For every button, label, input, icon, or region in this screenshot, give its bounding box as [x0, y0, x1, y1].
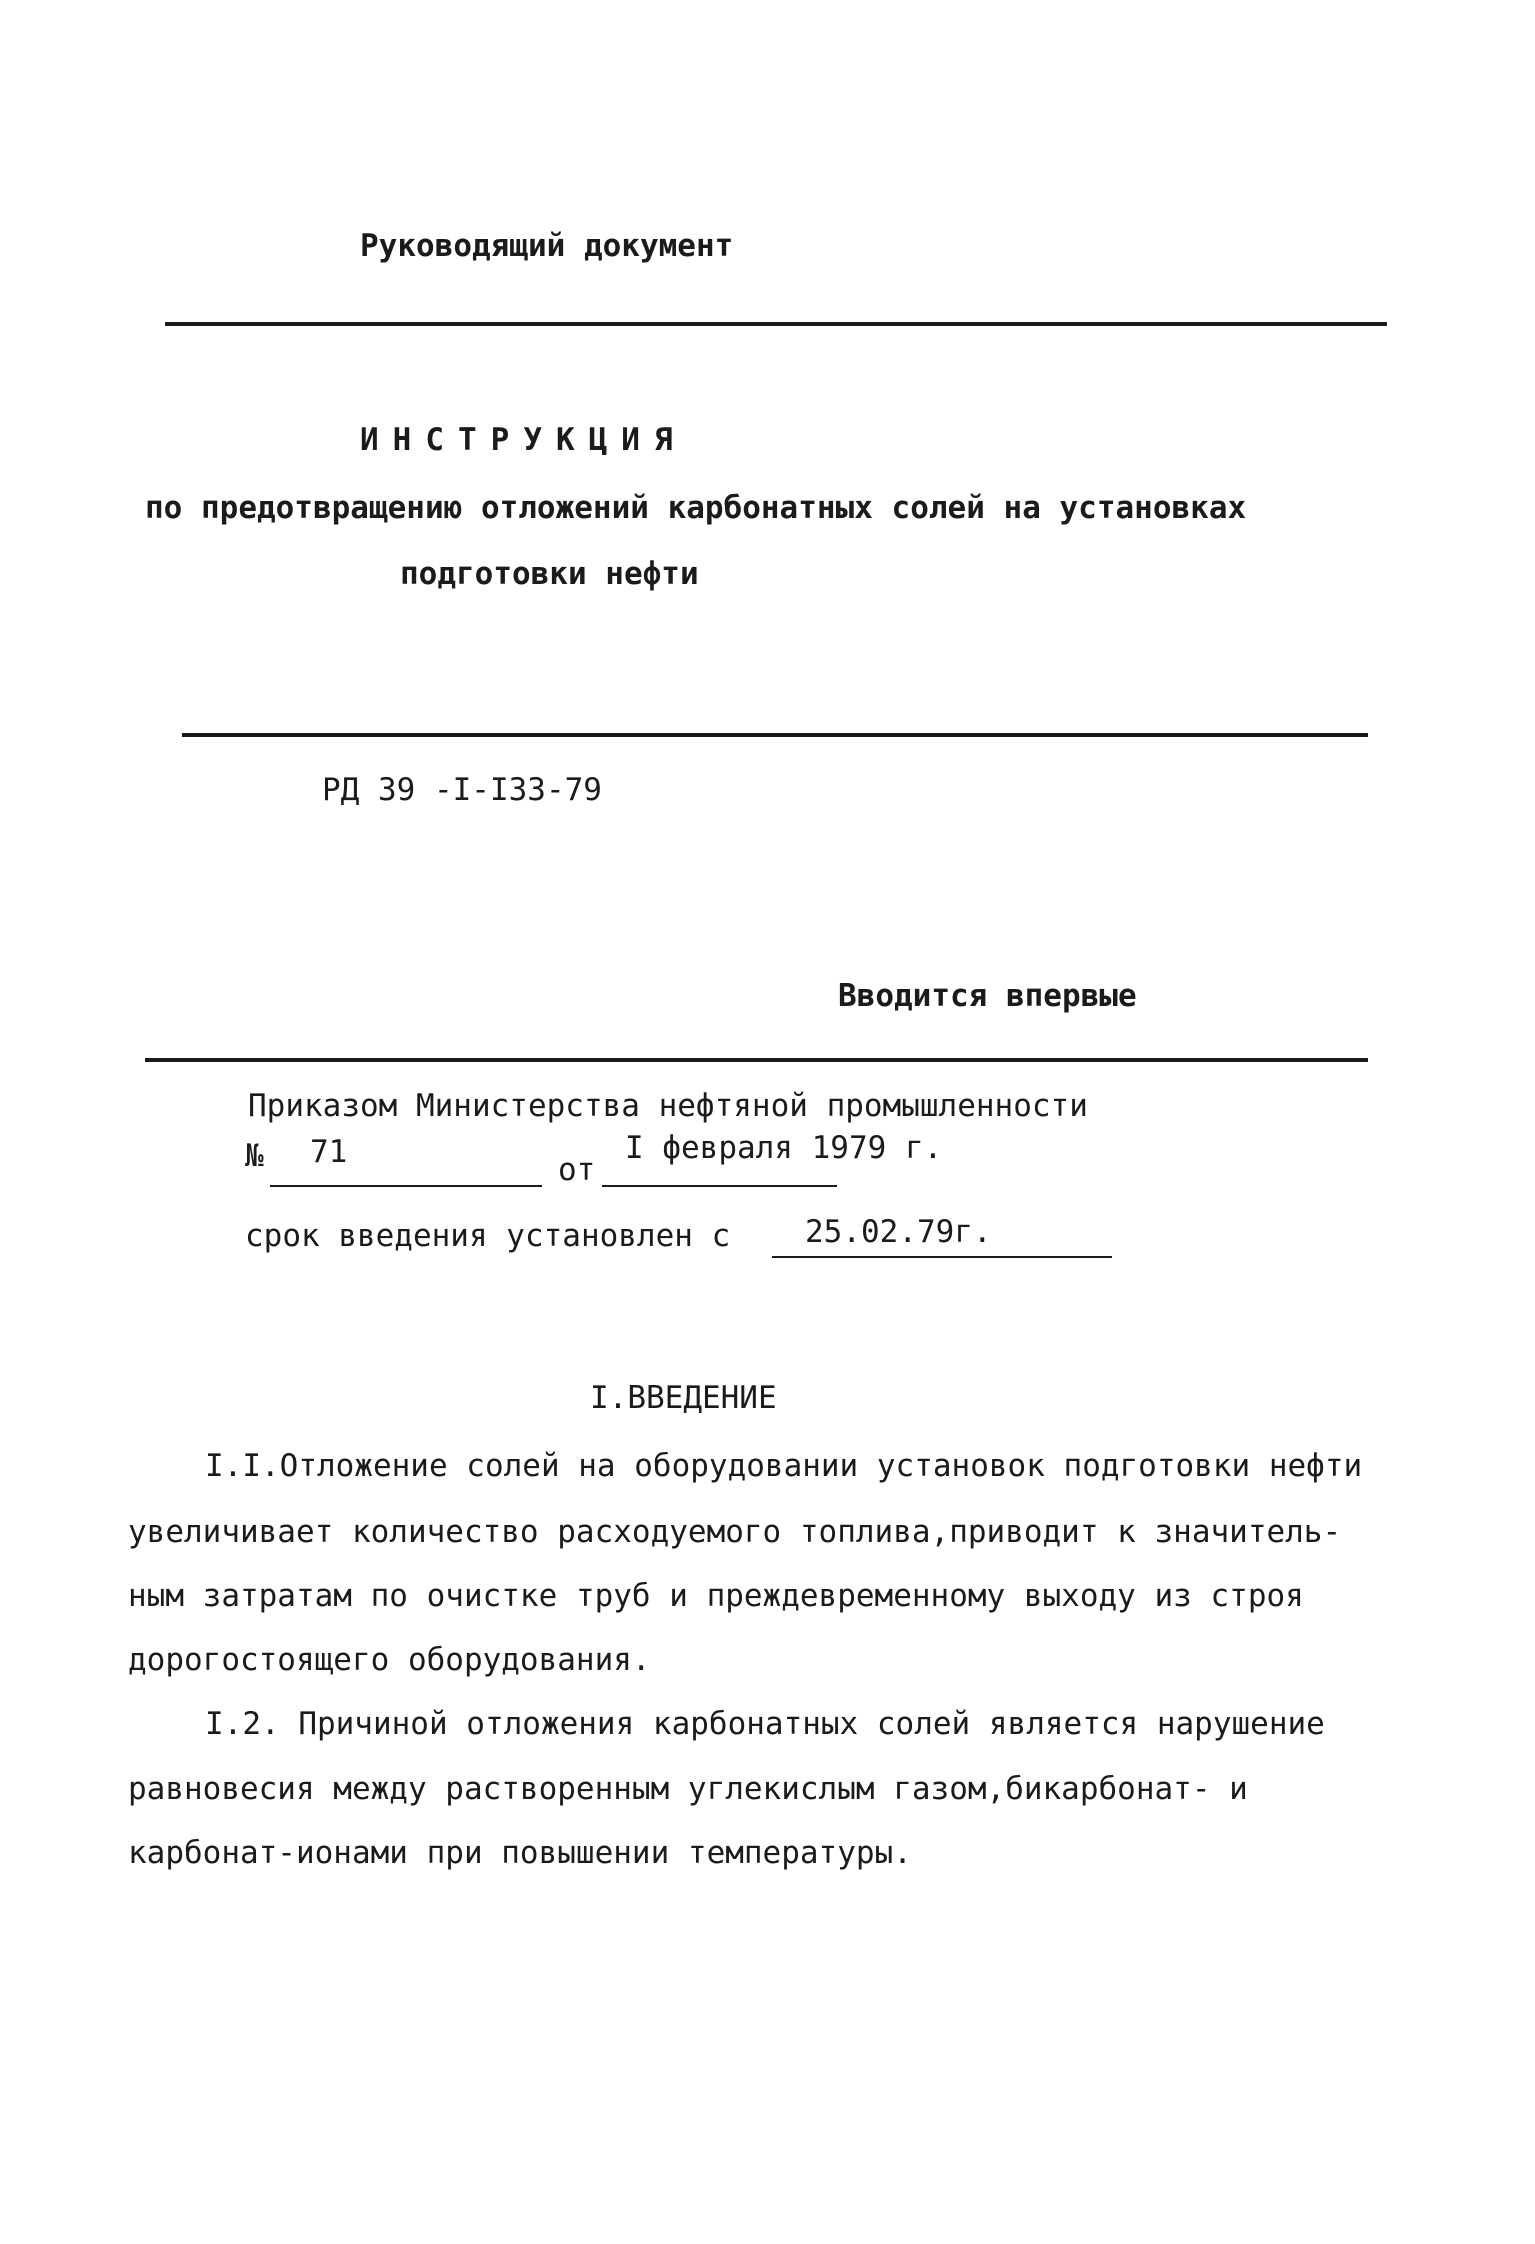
- paragraph-2-line-3: карбонат-ионами при повышении температуры.: [128, 1835, 912, 1871]
- paragraph-1-line-2: увеличивает количество расходуемого топлива,приводит к значитель-: [128, 1514, 1342, 1550]
- term-value: 25.02.79г.: [805, 1214, 992, 1250]
- document-title: ИНСТРУКЦИЯ: [360, 422, 687, 458]
- section-heading: I.ВВЕДЕНИЕ: [590, 1380, 777, 1416]
- paragraph-1-line-1: I.I.Отложение солей на оборудовании установок подготовки нефти: [205, 1448, 1363, 1484]
- paragraph-2-line-2: равновесия между растворенным углекислым газом,бикарбонат- и: [128, 1771, 1248, 1807]
- title-subline-1: по предотвращению отложений карбонатных солей на установках: [145, 490, 1247, 526]
- order-date-underline: [602, 1185, 837, 1187]
- document-type: Руководящий документ: [360, 228, 734, 264]
- order-number-value: 71: [310, 1134, 348, 1170]
- order-number-underline: [270, 1185, 542, 1187]
- order-date-label: от: [558, 1152, 596, 1188]
- first-introduction-note: Вводится впервые: [838, 978, 1137, 1014]
- term-label: срок введения установлен с: [245, 1218, 731, 1254]
- order-number-label: №: [245, 1138, 264, 1174]
- document-code: РД 39 -I-I33-79: [322, 772, 602, 808]
- paragraph-2-line-1: I.2. Причиной отложения карбонатных солей является нарушение: [205, 1706, 1325, 1742]
- title-subline-2: подготовки нефти: [400, 556, 699, 592]
- order-line: Приказом Министерства нефтяной промышленности: [248, 1088, 1088, 1124]
- term-underline: [772, 1256, 1112, 1258]
- order-divider: [145, 1058, 1368, 1062]
- order-date-value: I февраля 1979 г.: [625, 1130, 943, 1166]
- title-divider: [182, 733, 1368, 737]
- paragraph-1-line-3: ным затратам по очистке труб и преждевременному выходу из строя: [128, 1578, 1304, 1614]
- top-divider: [165, 322, 1387, 326]
- paragraph-1-line-4: дорогостоящего оборудования.: [128, 1642, 651, 1678]
